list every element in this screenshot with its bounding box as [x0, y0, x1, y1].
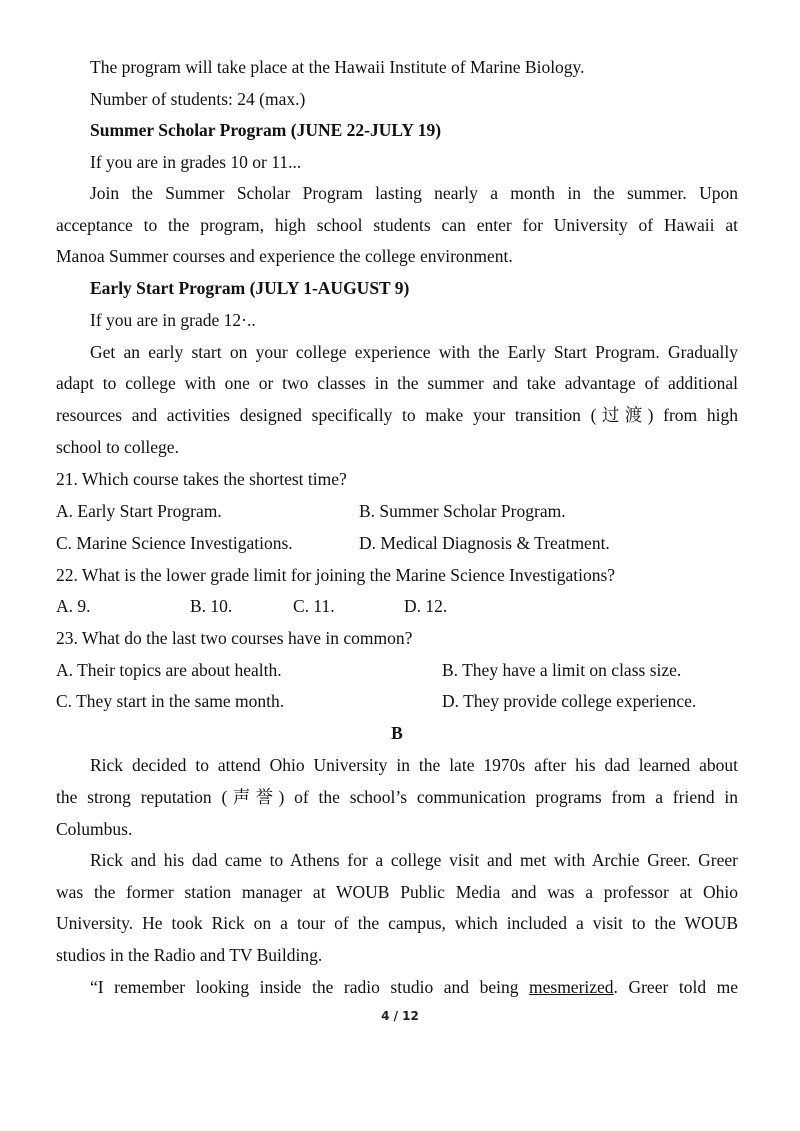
question-21: 21. Which course takes the shortest time? — [56, 469, 347, 489]
section-b-p1-line-2: the strong reputation (声誉) of the school’s communication programs from a friend in — [56, 787, 738, 807]
section-b-label: B — [391, 723, 403, 743]
section-b-p1-line-3: Columbus. — [56, 819, 133, 839]
quote-text-start: “I remember looking inside the radio studio and being — [90, 977, 529, 997]
summer-paragraph-line-1: Join the Summer Scholar Program lasting nearly a month in the summer. Upon — [90, 183, 738, 203]
q22-option-d: D. 12. — [404, 596, 448, 616]
question-23: 23. What do the last two courses have in common? — [56, 628, 413, 648]
section-b-p3-line-1 — [56, 976, 738, 998]
early-grades: If you are in grade 12·.. — [90, 310, 256, 330]
early-paragraph-line-2: adapt to college with one or two classes in the summer and take advantage of additional — [56, 373, 738, 393]
q21-option-d: D. Medical Diagnosis & Treatment. — [359, 533, 610, 553]
page-number: 4 / 12 — [381, 1009, 419, 1023]
early-heading: Early Start Program (JULY 1-AUGUST 9) — [90, 278, 410, 298]
question-22: 22. What is the lower grade limit for joining the Marine Science Investigations? — [56, 565, 616, 585]
q21-option-a: A. Early Start Program. — [56, 501, 222, 521]
early-paragraph-line-1: Get an early start on your college experience with the Early Start Program. Gradually — [90, 342, 738, 362]
q21-option-b: B. Summer Scholar Program. — [359, 501, 566, 521]
section-b-p2-line-2: was the former station manager at WOUB Public Media and was a professor at Ohio — [56, 882, 738, 902]
summer-grades: If you are in grades 10 or 11... — [90, 152, 302, 172]
section-b-p1-line-1: Rick decided to attend Ohio University in the late 1970s after his dad learned about — [90, 755, 738, 775]
q23-option-b: B. They have a limit on class size. — [442, 660, 682, 680]
intro-students: Number of students: 24 (max.) — [90, 89, 306, 109]
quote-text-end: . Greer told me — [613, 977, 738, 997]
q23-option-c: C. They start in the same month. — [56, 691, 285, 711]
summer-paragraph-line-3: Manoa Summer courses and experience the college environment. — [56, 246, 513, 266]
summer-paragraph-line-2: acceptance to the program, high school students can enter for University of Hawaii at — [56, 215, 738, 235]
q22-option-b: B. 10. — [190, 596, 233, 616]
q21-option-c: C. Marine Science Investigations. — [56, 533, 293, 553]
q23-option-d: D. They provide college experience. — [442, 691, 697, 711]
section-b-p2-line-3: University. He took Rick on a tour of the campus, which included a visit to the WOUB — [56, 913, 738, 933]
q22-option-c: C. 11. — [293, 596, 335, 616]
section-b-p2-line-1: Rick and his dad came to Athens for a college visit and met with Archie Greer. Greer — [90, 850, 738, 870]
q22-option-a: A. 9. — [56, 596, 91, 616]
intro-location: The program will take place at the Hawaii Institute of Marine Biology. — [90, 57, 585, 77]
underlined-word-mesmerized: mesmerized — [529, 977, 614, 997]
summer-heading: Summer Scholar Program (JUNE 22-JULY 19) — [90, 120, 442, 140]
q23-option-a: A. Their topics are about health. — [56, 660, 282, 680]
early-paragraph-line-3: resources and activities designed specifically to make your transition (过渡) from high — [56, 405, 738, 425]
early-paragraph-line-4: school to college. — [56, 437, 179, 457]
section-b-p2-line-4: studios in the Radio and TV Building. — [56, 945, 323, 965]
